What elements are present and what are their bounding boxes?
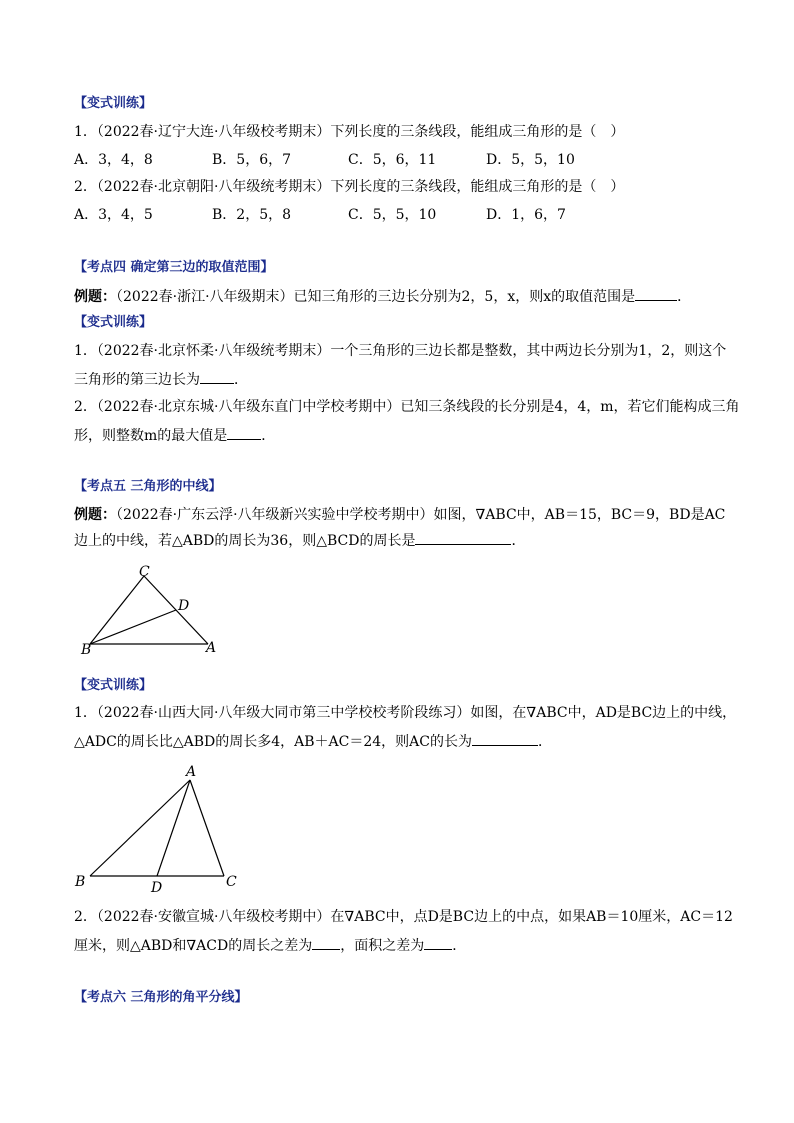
- section-heading-variant-training: 【变式训练】: [74, 678, 153, 693]
- period: ．: [537, 734, 552, 750]
- label-b: B: [81, 642, 92, 658]
- segment-ac: [190, 780, 224, 876]
- section-heading-topic-6: 【考点六 三角形的角平分线】: [74, 990, 248, 1005]
- question-1-line-1: 1．（2022春·北京怀柔·八年级统考期末）一个三角形的三边长都是整数，其中两边长分别为1，2，则这个: [74, 343, 727, 359]
- section-heading-variant-training: 【变式训练】: [74, 96, 153, 111]
- option-d[interactable]: D．5，5，10: [486, 152, 575, 168]
- option-d[interactable]: D．1，6，7: [486, 207, 566, 223]
- example-text: （2022春·广东云浮·八年级新兴实验中学校考期中）如图，∇ABC中，AB＝15，BC＝9，BD是AC: [116, 507, 726, 523]
- answer-blank[interactable]: [415, 530, 511, 545]
- label-d: D: [151, 880, 163, 894]
- option-c[interactable]: C．5，5，10: [348, 207, 437, 223]
- answer-blank-perimeter[interactable]: [312, 935, 340, 950]
- answer-blank[interactable]: [200, 369, 234, 384]
- question-2-line-1: 2．（2022春·北京东城·八年级东直门中学校考期中）已知三条线段的长分别是4，4，m，若它们能构成三角: [74, 399, 740, 415]
- option-c[interactable]: C．5，6，11: [348, 152, 437, 168]
- period: ．: [677, 289, 692, 305]
- question-text: △ADC的周长比△ABD的周长多4，AB＋AC＝24，则AC的长为: [74, 734, 472, 750]
- question-2-line-2: [74, 425, 275, 446]
- question-text: 厘米，则△ABD和∇ACD的周长之差为: [74, 938, 313, 954]
- question-text: 形，则整数m的最大值是: [74, 428, 228, 444]
- label-a: A: [186, 764, 197, 780]
- period: ．: [452, 938, 467, 954]
- period: ．: [234, 372, 248, 388]
- section-heading-variant-training: 【变式训练】: [74, 315, 153, 330]
- example-text: 边上的中线，若△ABD的周长为36，则△BCD的周长是: [74, 533, 416, 549]
- example-text: （2022春·浙江·八年级期末）已知三角形的三边长分别为2，5，x，则x的取值范围是: [116, 289, 636, 305]
- answer-blank[interactable]: [472, 731, 538, 746]
- segment-ad: [157, 780, 190, 876]
- answer-blank[interactable]: [635, 286, 677, 301]
- example-5-line-2: [74, 530, 525, 551]
- segment-ab: [90, 780, 190, 876]
- triangle-figure-2: [72, 760, 248, 894]
- question-1-stem: 1．（2022春·辽宁大连·八年级校考期末）下列长度的三条线段，能组成三角形的是（ ）: [74, 124, 625, 140]
- period: ．: [511, 533, 526, 549]
- option-b[interactable]: B．2，5，8: [212, 207, 292, 223]
- question-2-line-2: [74, 935, 466, 956]
- label-c: C: [139, 564, 150, 580]
- option-a[interactable]: A．3，4，5: [74, 207, 153, 223]
- section-heading-topic-4: 【考点四 确定第三边的取值范围】: [74, 260, 274, 275]
- example-4: [74, 286, 691, 307]
- example-label: 例题：: [74, 507, 116, 523]
- label-d: D: [178, 598, 190, 614]
- question-1-line-1: 1．（2022春·山西大同·八年级大同市第三中学校校考阶段练习）如图，在∇ABC中，AD是BC边上的中线，: [74, 705, 737, 721]
- example-label: 例题：: [74, 289, 116, 305]
- section-heading-topic-5: 【考点五 三角形的中线】: [74, 479, 222, 494]
- question-2-line-1: 2．（2022春·安徽宣城·八年级校考期中）在∇ABC中，点D是BC边上的中点，如果AB＝10厘米，AC＝12: [74, 909, 733, 925]
- question-1-line-2: [74, 369, 248, 390]
- example-5-line-1: [74, 505, 725, 525]
- label-b: B: [75, 874, 86, 890]
- triangle-figure-1: [78, 562, 228, 658]
- label-c: C: [226, 874, 237, 890]
- option-b[interactable]: B．5，6，7: [212, 152, 292, 168]
- period: ．: [261, 428, 276, 444]
- answer-blank[interactable]: [227, 425, 261, 440]
- question-1-line-2: [74, 731, 552, 752]
- label-a: A: [206, 640, 217, 656]
- option-a[interactable]: A．3，4，8: [74, 152, 153, 168]
- question-2-stem: 2．（2022春·北京朝阳·八年级统考期末）下列长度的三条线段，能组成三角形的是（ ）: [74, 179, 625, 195]
- question-text: 三角形的第三边长为: [74, 372, 200, 388]
- question-text: ，面积之差为: [340, 938, 425, 954]
- answer-blank-area[interactable]: [424, 935, 452, 950]
